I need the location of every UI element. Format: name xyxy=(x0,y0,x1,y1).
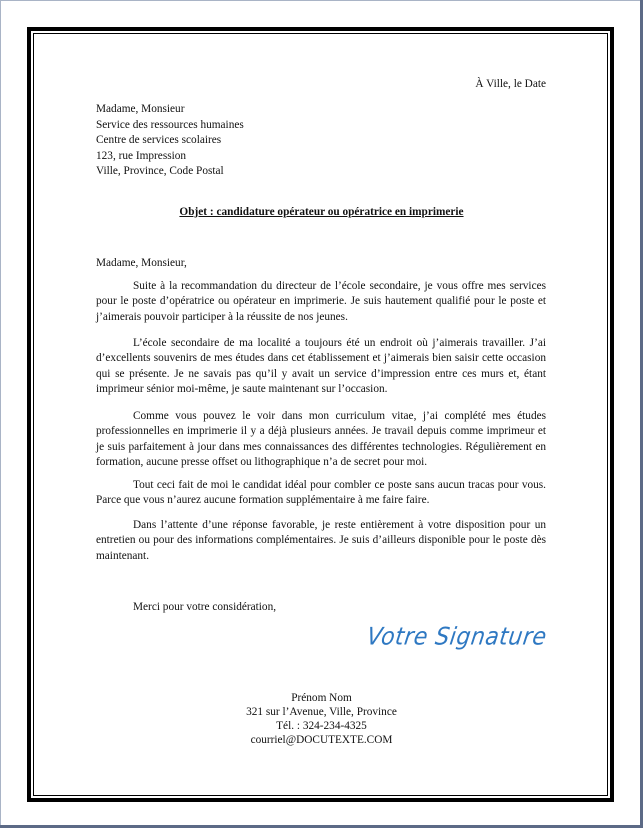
recipient-line: Centre de services scolaires xyxy=(96,134,222,146)
body-paragraph: L’école secondaire de ma localité a toujours été un endroit où j’aimerais travailler. J’ai d’excellents souvenirs de mes études dans cet établissement et j’aimerais bien saisir cette occasion qui se présente. Je ne savais pas qu’il y avait un service d’impression entre ces murs et, étant imprimeur sénior moi-même, je saute maintenant sur l’occasion. xyxy=(96,337,546,395)
sender-block xyxy=(0,691,643,747)
date-line: À Ville, le Date xyxy=(475,78,546,90)
recipient-line: Service des ressources humaines xyxy=(96,118,244,131)
signature: Votre Signature xyxy=(365,623,549,652)
subject-line: Objet : candidature opérateur ou opératrice en imprimerie xyxy=(179,206,464,218)
body-paragraph: Comme vous pouvez le voir dans mon curriculum vitae, j’ai complété mes études professionnelles en imprimerie il y a déjà plusieurs années. Je travail depuis comme imprimeur et je suis parfaitement à jour dans mes connaissances des différentes technologies. Régulièrement en formation, aucune presse offset ou lithographique n’a de secret pour moi. xyxy=(96,410,546,468)
recipient-address xyxy=(96,102,244,180)
body-paragraph: Suite à la recommandation du directeur de l’école secondaire, je vous offre mes services pour le poste d’opératrice ou opérateur en imprimerie. Je suis hautement qualifié pour le poste et j’aimerais pouvoir participer à la réussite de nos jeunes. xyxy=(96,280,546,323)
sender-name: Prénom Nom xyxy=(291,692,352,704)
recipient-line: Ville, Province, Code Postal xyxy=(96,165,224,177)
recipient-line: Madame, Monsieur xyxy=(96,103,185,115)
body-paragraph: Tout ceci fait de moi le candidat idéal pour combler ce poste sans aucun tracas pour vous. Parce que vous n’aurez aucune formation supplémentaire à me faire faire. xyxy=(96,479,546,507)
sender-email: courriel@DOCUTEXTE.COM xyxy=(250,734,393,746)
sender-address: 321 sur l’Avenue, Ville, Province xyxy=(246,706,397,718)
sender-phone: Tél. : 324-234-4325 xyxy=(276,720,367,732)
recipient-line: 123, rue Impression xyxy=(96,149,187,162)
closing-line: Merci pour votre considération, xyxy=(133,601,277,613)
salutation: Madame, Monsieur, xyxy=(96,257,187,269)
body-paragraph: Dans l’attente d’une réponse favorable, je reste entièrement à votre disposition pour un entretien ou pour des informations complémentaires. Je suis d’ailleurs disponible pour le poste dès maintenant. xyxy=(96,519,546,562)
